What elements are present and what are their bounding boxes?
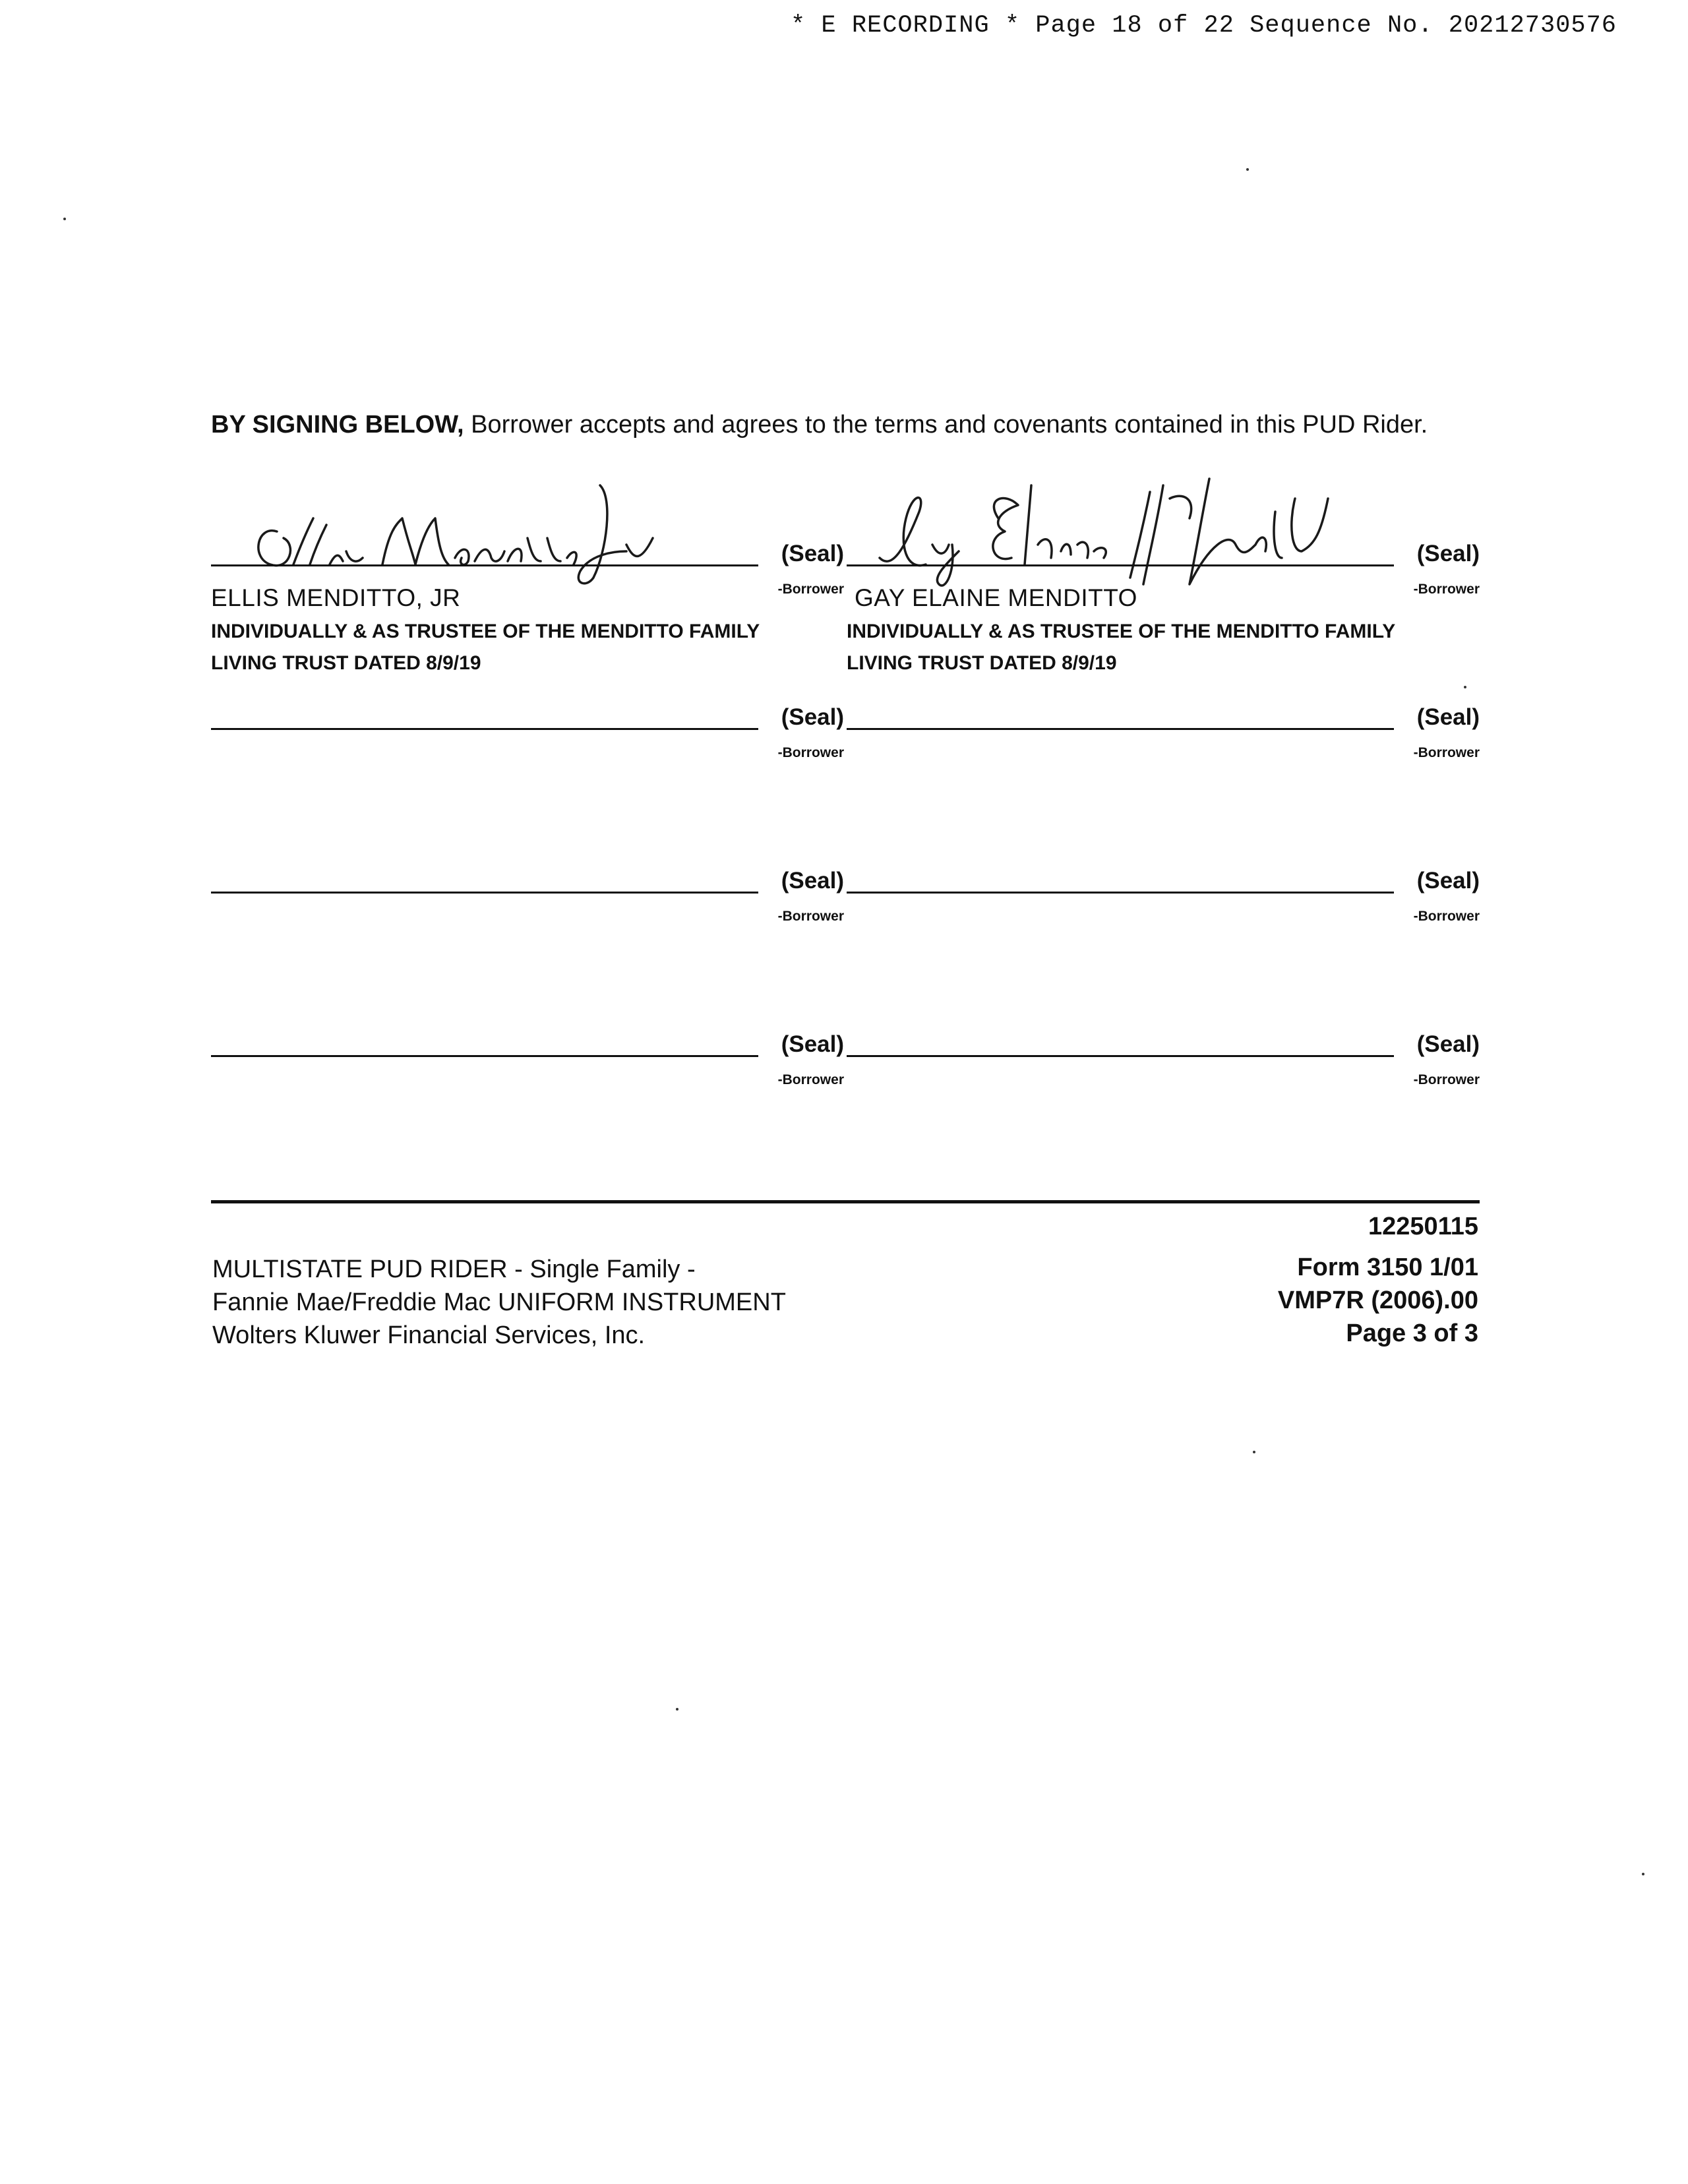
blank-signature-block — [211, 704, 844, 860]
seal-label: (Seal) — [1416, 868, 1480, 894]
seal-label: (Seal) — [1416, 704, 1480, 730]
document-number: 12250115 — [1368, 1213, 1478, 1240]
scan-speck — [1464, 686, 1466, 688]
scan-speck — [676, 1708, 678, 1711]
trust-description — [847, 616, 1493, 679]
scan-speck — [63, 218, 66, 220]
footer-form-info — [212, 1253, 786, 1352]
borrower-label: -Borrower — [777, 909, 844, 924]
footer-line-3: Wolters Kluwer Financial Services, Inc. — [212, 1321, 646, 1349]
borrower-label: -Borrower — [777, 745, 844, 760]
signing-statement — [211, 409, 1480, 440]
scan-speck — [1642, 1873, 1644, 1875]
blank-signature-block — [847, 868, 1480, 1023]
borrower-label: -Borrower — [1413, 745, 1480, 760]
signing-lead: BY SIGNING BELOW, — [211, 411, 464, 439]
blank-signature-block — [847, 1031, 1480, 1187]
signature-ellis — [231, 472, 732, 591]
footer-line-2: Fannie Mae/Freddie Mac UNIFORM INSTRUMENT — [212, 1289, 786, 1316]
signature-block-ellis — [211, 541, 844, 696]
signature-line — [847, 728, 1394, 730]
trust-line-2: LIVING TRUST DATED 8/9/19 — [847, 652, 1117, 674]
seal-label: (Seal) — [781, 868, 844, 894]
trust-line-2: LIVING TRUST DATED 8/9/19 — [211, 652, 481, 674]
signature-line — [211, 728, 758, 730]
trust-line-1: INDIVIDUALLY & AS TRUSTEE OF THE MENDITTO FAMILY — [211, 621, 760, 642]
blank-signature-block — [211, 1031, 844, 1187]
form-number: Form 3150 1/01 — [1297, 1254, 1478, 1281]
signature-line-gay — [847, 564, 1394, 566]
signer-name: ELLIS MENDITTO, JR — [211, 584, 461, 611]
scan-speck — [1246, 168, 1249, 171]
seal-label: (Seal) — [781, 1031, 844, 1057]
footer-form-ids — [1278, 1210, 1478, 1350]
trust-line-1: INDIVIDUALLY & AS TRUSTEE OF THE MENDITTO FAMILY — [847, 621, 1396, 642]
signature-line — [847, 892, 1394, 894]
trust-description — [211, 616, 857, 679]
signer-name: GAY ELAINE MENDITTO — [855, 584, 1137, 611]
footer-divider — [211, 1200, 1480, 1203]
seal-label: (Seal) — [781, 704, 844, 730]
blank-signature-block — [847, 704, 1480, 860]
recording-header: * E RECORDING * Page 18 of 22 Sequence No. 20212730576 — [791, 12, 1617, 40]
vmp-code: VMP7R (2006).00 — [1277, 1287, 1478, 1314]
seal-label: (Seal) — [1416, 1031, 1480, 1057]
borrower-label: -Borrower — [777, 582, 844, 597]
seal-label: (Seal) — [1416, 541, 1480, 566]
footer-line-1: MULTISTATE PUD RIDER - Single Family - — [212, 1256, 696, 1283]
scan-speck — [1253, 1451, 1255, 1453]
borrower-label: -Borrower — [777, 1072, 844, 1087]
signing-text: Borrower accepts and agrees to the terms and covenants contained in this PUD Rider. — [464, 411, 1428, 439]
signature-line — [211, 1055, 758, 1057]
signature-gay — [866, 472, 1368, 591]
borrower-label: -Borrower — [1413, 909, 1480, 924]
borrower-label: -Borrower — [1413, 1072, 1480, 1087]
blank-signature-block — [211, 868, 844, 1023]
signature-line-ellis — [211, 564, 758, 566]
seal-label: (Seal) — [781, 541, 844, 566]
borrower-label: -Borrower — [1413, 582, 1480, 597]
signature-block-gay — [847, 541, 1480, 696]
signature-line — [847, 1055, 1394, 1057]
signature-line — [211, 892, 758, 894]
page-number: Page 3 of 3 — [1346, 1320, 1478, 1347]
